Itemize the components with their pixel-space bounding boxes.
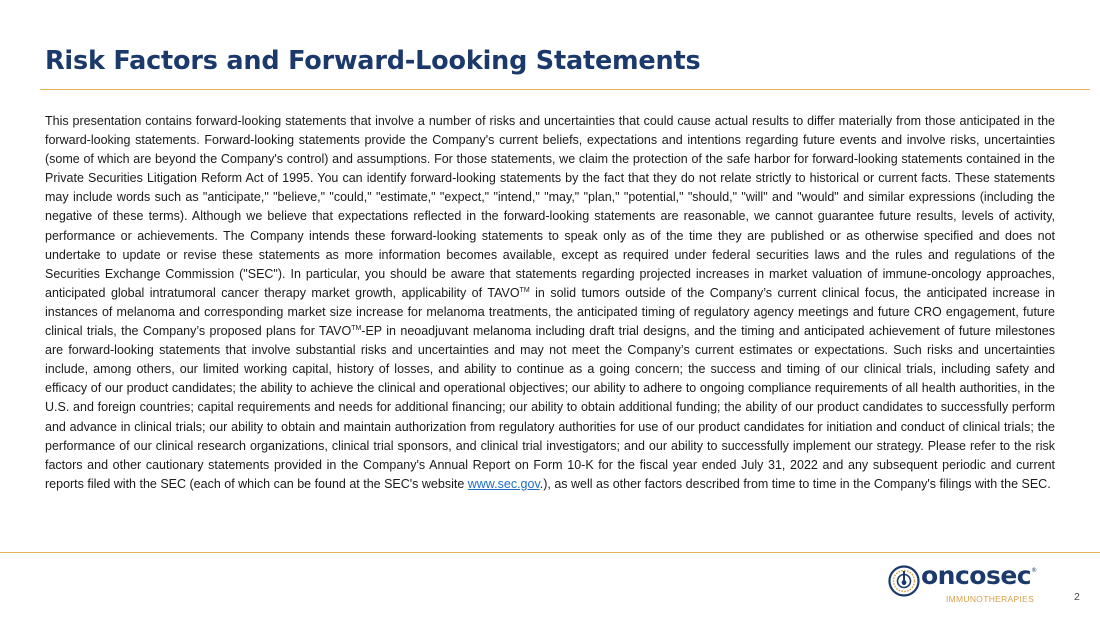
logo-wordmark: oncosec® — [921, 561, 1037, 590]
slide-title: Risk Factors and Forward-Looking Statements — [45, 46, 701, 76]
sec-website-link[interactable]: www.sec.gov — [467, 476, 540, 491]
title-divider — [40, 89, 1090, 90]
footer-divider — [0, 552, 1100, 553]
body-segment-4: .), as well as other factors described from time to time in the Company's filings with the SEC. — [539, 476, 1051, 491]
oncosec-logo-mark-icon — [888, 565, 920, 597]
forward-looking-statement-text — [45, 112, 1055, 494]
trademark-superscript: TM — [351, 324, 362, 332]
trademark-superscript: TM — [519, 286, 530, 294]
body-segment-1: This presentation contains forward-looking statements that involve a number of risks and uncertainties that could cause actual results to differ materially from those anticipated in the forward-looking statements. Forward-looking statements provide the Company's current beliefs, expectations and intentions regarding future events and involve risks, uncertainties (some of which are beyond the Company's control) and assumptions. For those statements, we claim the protection of the safe harbor for forward-looking statements contained in the Private Securities Litigation Reform Act of 1995. You can identify forward-looking statements by the fact that they do not relate strictly to historical or current facts. These statements may include words such as "anticipate," "believe," "could," "estimate," "expect," "intend," "may," "plan," "potential," "should," "will" and "would" and similar expressions (including the negative of these terms). Although we believe that expectations reflected in the forward-looking statements are reasonable, we cannot guarantee future results, levels of activity, performance or achievements. The Company intends these forward-looking statements to speak only as of the time they are published or as otherwise specified and does not undertake to update or revise these statements as more information becomes available, except as required under federal securities laws and the rules and regulations of the Securities Exchange Commission ("SEC"). In particular, you should be aware that statements regarding projected increases in market valuation of immune-oncology approaches, anticipated global intratumoral cancer therapy market growth, applicability of TAVO — [45, 114, 1055, 300]
page-number: 2 — [1074, 591, 1080, 603]
logo-tagline: IMMUNOTHERAPIES — [946, 594, 1035, 604]
body-segment-2: in solid tumors outside of the Company’s current clinical focus, the anticipated increase in instances of melanoma and corresponding market size increase for melanoma treatments, the anticipated timing of regulatory agency meetings and future CRO engagement, future clinical trials, the Company’s proposed plans for TAVO — [45, 285, 1055, 339]
body-segment-3: -EP in neoadjuvant melanoma including draft trial designs, and the timing and anticipated achievement of future milestones are forward-looking statements that involve substantial risks and uncertainties and may not meet the Company’s current estimates or expectations. Such risks and uncertainties include, among others, our limited working capital, history of losses, and ability to continue as a going concern; the success and timing of our clinical trials, including safety and efficacy of our product candidates; the ability to achieve the clinical and operational objectives; our ability to adhere to ongoing compliance requirements of all health authorities, in the U.S. and foreign countries; capital requirements and needs for additional financing; our ability to obtain additional funding; the ability of our product candidates to successfully perform and advance in clinical trials; our ability to obtain and maintain authorization from regulatory authorities for use of our product candidates for initiation and conduct of clinical trials; the performance of our clinical research organizations, clinical trial sponsors, and clinical trial investigators; and our ability to successfully implement our strategy. Please refer to the risk factors and other cautionary statements provided in the Company's Annual Report on Form 10-K for the fiscal year ended July 31, 2022 and any subsequent periodic and current reports filed with the SEC (each of which can be found at the SEC's website — [45, 324, 1055, 491]
registered-mark: ® — [1031, 567, 1037, 574]
oncosec-logo — [888, 561, 1038, 606]
